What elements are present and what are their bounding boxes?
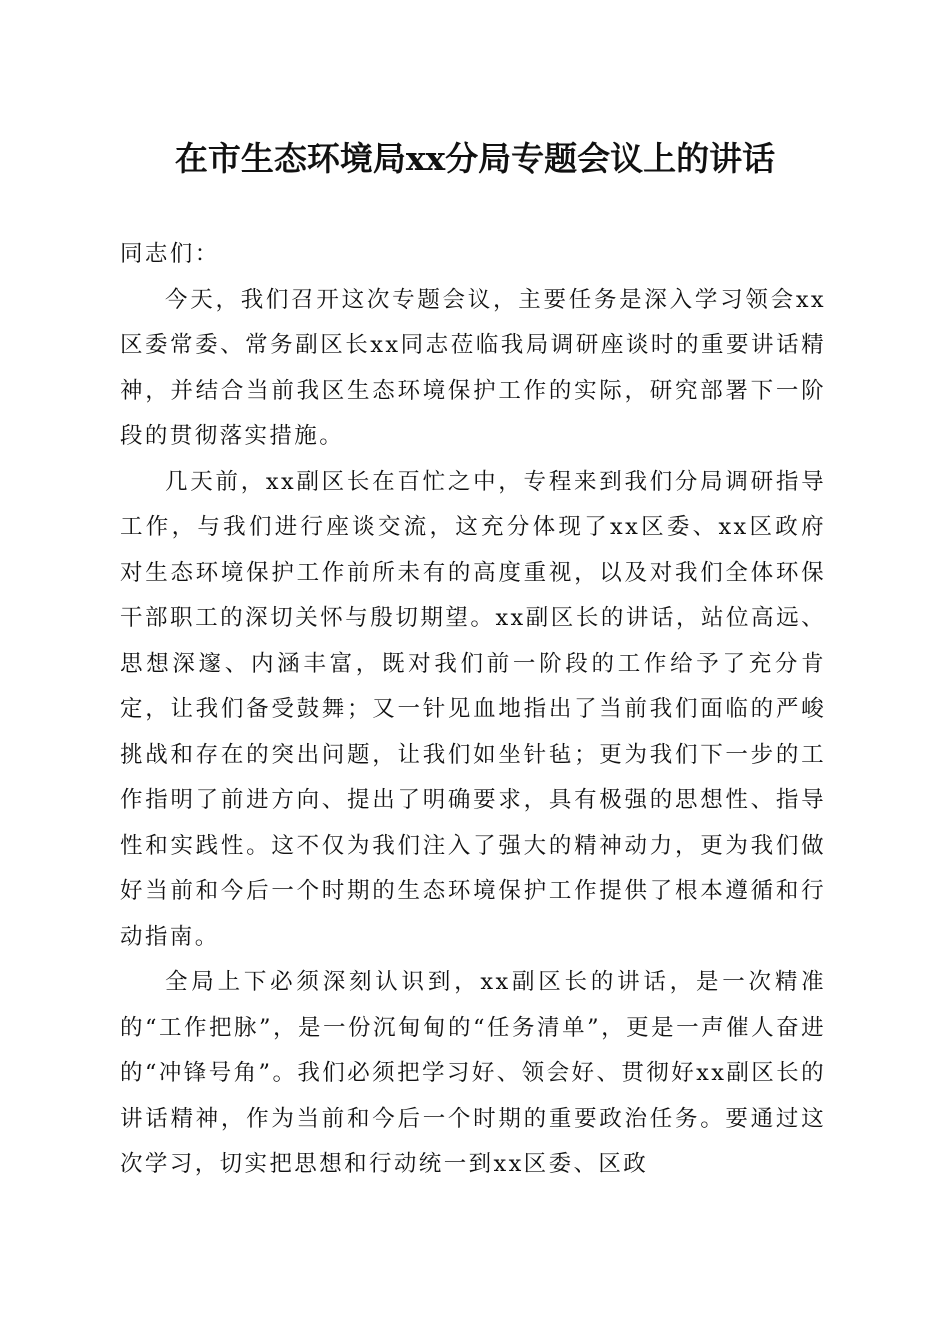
document-body [120, 232, 826, 1188]
paragraph-3: 全局上下必须深刻认识到，xx副区长的讲话，是一次精准的“工作把脉”，是一份沉甸甸的“任务清单”，更是一声催人奋进的“冲锋号角”。我们必须把学习好、领会好、贯彻好xx副区长的讲话精神，作为当前和今后一个时期的重要政治任务。要通过这次学习，切实把思想和行动统一到xx区委、区政 [120, 969, 826, 1177]
paragraph-1: 今天，我们召开这次专题会议，主要任务是深入学习领会xx区委常委、常务副区长xx同志莅临我局调研座谈时的重要讲话精神，并结合当前我区生态环境保护工作的实际，研究部署下一阶段的贯彻落实措施。 [120, 286, 826, 449]
salutation: 同志们： [120, 241, 220, 267]
document-title: 在市生态环境局xx分局专题会议上的讲话 [174, 139, 776, 178]
paragraph-2: 几天前，xx副区长在百忙之中，专程来到我们分局调研指导工作，与我们进行座谈交流，这充分体现了xx区委、xx区政府对生态环境保护工作前所未有的高度重视，以及对我们全体环保干部职工的深切关怀与殷切期望。xx副区长的讲话，站位高远、思想深邃、内涵丰富，既对我们前一阶段的工作给予了充分肯定，让我们备受鼓舞；又一针见血地指出了当前我们面临的严峻挑战和存在的突出问题，让我们如坐针毡；更为我们下一步的工作指明了前进方向、提出了明确要求，具有极强的思想性、指导性和实践性。这不仅为我们注入了强大的精神动力，更为我们做好当前和今后一个时期的生态环境保护工作提供了根本遵循和行动指南。 [120, 468, 826, 950]
